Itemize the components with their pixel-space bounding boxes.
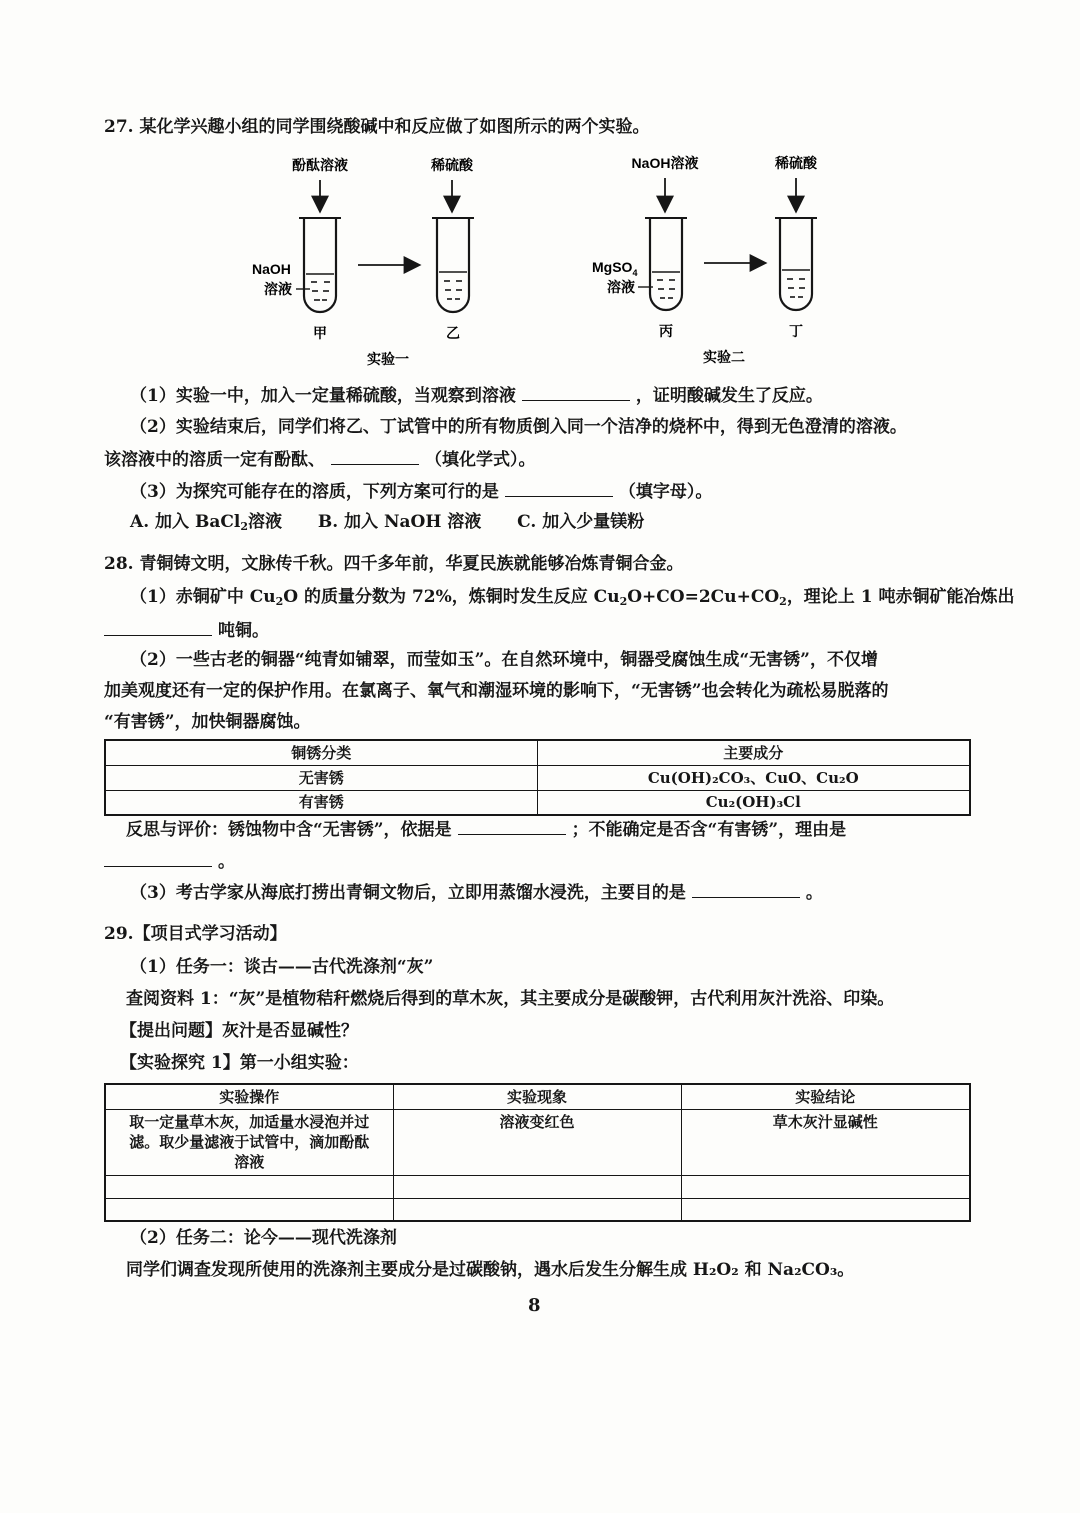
q28-part1-line1: （1）赤铜矿中 $Cu_2O$ 的质量分数为 72%，炼铜时发生反应 $Cu_2O+CO=2Cu+CO_2$，理论上 1 吨赤铜矿能冶炼出 — [130, 587, 1015, 608]
q29-stem: 29.【项目式学习活动】 — [104, 924, 287, 944]
rust-table-header-category: 铜锈分类 — [105, 740, 537, 765]
q29-question: 【提出问题】灰汁是否显碱性？ — [120, 1021, 358, 1041]
answer-blank-q28-4[interactable] — [692, 879, 800, 898]
experiment-table — [104, 1083, 971, 1222]
experiment-table-row1-phenomenon: 溶液变红色 — [393, 1109, 681, 1175]
tube-yi-label: 乙 — [446, 325, 460, 341]
experiment-table-empty-cell — [393, 1175, 681, 1198]
experiment-table-header-operation: 实验操作 — [105, 1084, 393, 1109]
q28-stem: 28. 青铜铸文明，文脉传千秋。四千多年前，华夏民族就能够冶炼青铜合金。 — [104, 554, 684, 574]
q27-stem: 27. 某化学兴趣小组的同学围绕酸碱中和反应做了如图所示的两个实验。 — [104, 117, 650, 137]
q28-part3: （3）考古学家从海底打捞出青铜文物后，立即用蒸馏水浸洗，主要目的是 。 — [130, 879, 823, 905]
experiment-table-header-phenomenon: 实验现象 — [393, 1084, 681, 1109]
experiment-table-header-conclusion: 实验结论 — [681, 1084, 970, 1109]
exp1-caption: 实验一 — [367, 351, 409, 367]
exp2-reagent2-label: 稀硫酸 — [775, 155, 817, 171]
experiment-table-empty-cell — [681, 1198, 970, 1221]
exp2-solution-label-line1: MgSO$_4$ — [592, 259, 638, 278]
q29-task1: （1）任务一：谈古——古代洗涤剂“灰” — [130, 957, 434, 977]
tube-ding-label: 丁 — [789, 323, 803, 339]
answer-blank-q27-1[interactable] — [522, 382, 630, 401]
experiment-table-empty-cell — [681, 1175, 970, 1198]
q28-reflection-line1: 反思与评价：锈蚀物中含“无害锈”，依据是 ；不能确定是否含“有害锈”，理由是 — [126, 816, 846, 842]
test-tube-ding — [775, 218, 817, 310]
test-tube-jia — [299, 218, 341, 312]
answer-blank-q28-1[interactable] — [104, 617, 212, 636]
experiment-table-row1-operation: 取一定量草木灰，加适量水浸泡并过 滤。取少量滤液于试管中，滴加酚酞 溶液 — [105, 1109, 393, 1175]
option-b: B. 加入 NaOH 溶液 — [317, 512, 482, 532]
exp1-solution-label-line2: 溶液 — [264, 281, 292, 297]
rust-table-row2-name: 有害锈 — [105, 790, 537, 815]
rust-table-row1-name: 无害锈 — [105, 765, 537, 790]
test-tube-yi — [432, 218, 474, 312]
exp2-solution-label-line2: 溶液 — [607, 279, 635, 295]
q29-task2: （2）任务二：论今——现代洗涤剂 — [130, 1228, 397, 1248]
q27-options — [130, 510, 644, 539]
experiment-table-empty-cell — [105, 1198, 393, 1221]
q27-part2-line2: 该溶液中的溶质一定有酚酞、 （填化学式）。 — [104, 446, 536, 472]
q29-survey: 同学们调查发现所使用的洗涤剂主要成分是过碳酸钠，遇水后发生分解生成 H₂O₂ 和 Na₂CO₃。 — [126, 1260, 855, 1280]
page-number: 8 — [528, 1295, 541, 1316]
rust-table-header-composition: 主要成分 — [537, 740, 970, 765]
rust-table-row2-formula: Cu₂(OH)₃Cl — [537, 790, 970, 815]
exp2-reagent1-label: NaOH溶液 — [631, 155, 699, 171]
q28-part2-line3: “有害锈”，加快铜器腐蚀。 — [104, 712, 311, 732]
rust-table — [104, 739, 971, 816]
option-a: A. 加入 BaCl$_2$溶液 — [130, 512, 282, 533]
answer-blank-q27-3[interactable] — [505, 478, 613, 497]
tube-bing-label: 丙 — [659, 323, 673, 339]
test-tube-bing — [645, 218, 687, 310]
exp1-reagent1-label: 酚酞溶液 — [292, 157, 348, 173]
q27-experiment-diagram — [240, 148, 840, 373]
answer-blank-q28-3[interactable] — [104, 848, 212, 867]
q28-reflection-line2: 。 — [104, 848, 235, 874]
answer-blank-q28-2[interactable] — [458, 816, 566, 835]
experiment-table-row1-conclusion: 草木灰汁显碱性 — [681, 1109, 970, 1175]
q27-part1: （1）实验一中，加入一定量稀硫酸，当观察到溶液 ，证明酸碱发生了反应。 — [130, 382, 823, 408]
exp1-reagent2-label: 稀硫酸 — [431, 157, 473, 173]
tube-jia-label: 甲 — [313, 325, 327, 341]
exp2-caption: 实验二 — [703, 349, 745, 365]
option-c: C. 加入少量镁粉 — [517, 512, 645, 532]
q28-part2-line1: （2）一些古老的铜器“纯青如铺翠，而莹如玉”。在自然环境中，铜器受腐蚀生成“无害锈”，不仅增 — [130, 650, 878, 670]
q27-part2-line1: （2）实验结束后，同学们将乙、丁试管中的所有物质倒入同一个洁净的烧杯中，得到无色澄清的溶液。 — [130, 417, 907, 437]
exp1-solution-label-line1: NaOH — [252, 261, 291, 277]
q29-info1: 查阅资料 1：“灰”是植物秸秆燃烧后得到的草木灰，其主要成分是碳酸钾，古代利用灰汁洗浴、印染。 — [126, 989, 895, 1009]
q27-part3: （3）为探究可能存在的溶质，下列方案可行的是 （填字母）。 — [130, 478, 712, 504]
q28-part2-line2: 加美观度还有一定的保护作用。在氯离子、氧气和潮湿环境的影响下，“无害锈”也会转化为疏松易脱落的 — [104, 681, 889, 701]
q28-part1-line2: 吨铜。 — [104, 617, 269, 643]
experiment-table-empty-cell — [393, 1198, 681, 1221]
experiment-table-empty-cell — [105, 1175, 393, 1198]
q29-explore: 【实验探究 1】第一小组实验： — [120, 1053, 359, 1073]
answer-blank-q27-2[interactable] — [331, 446, 419, 465]
rust-table-row1-formula: Cu(OH)₂CO₃、CuO、Cu₂O — [537, 765, 970, 790]
